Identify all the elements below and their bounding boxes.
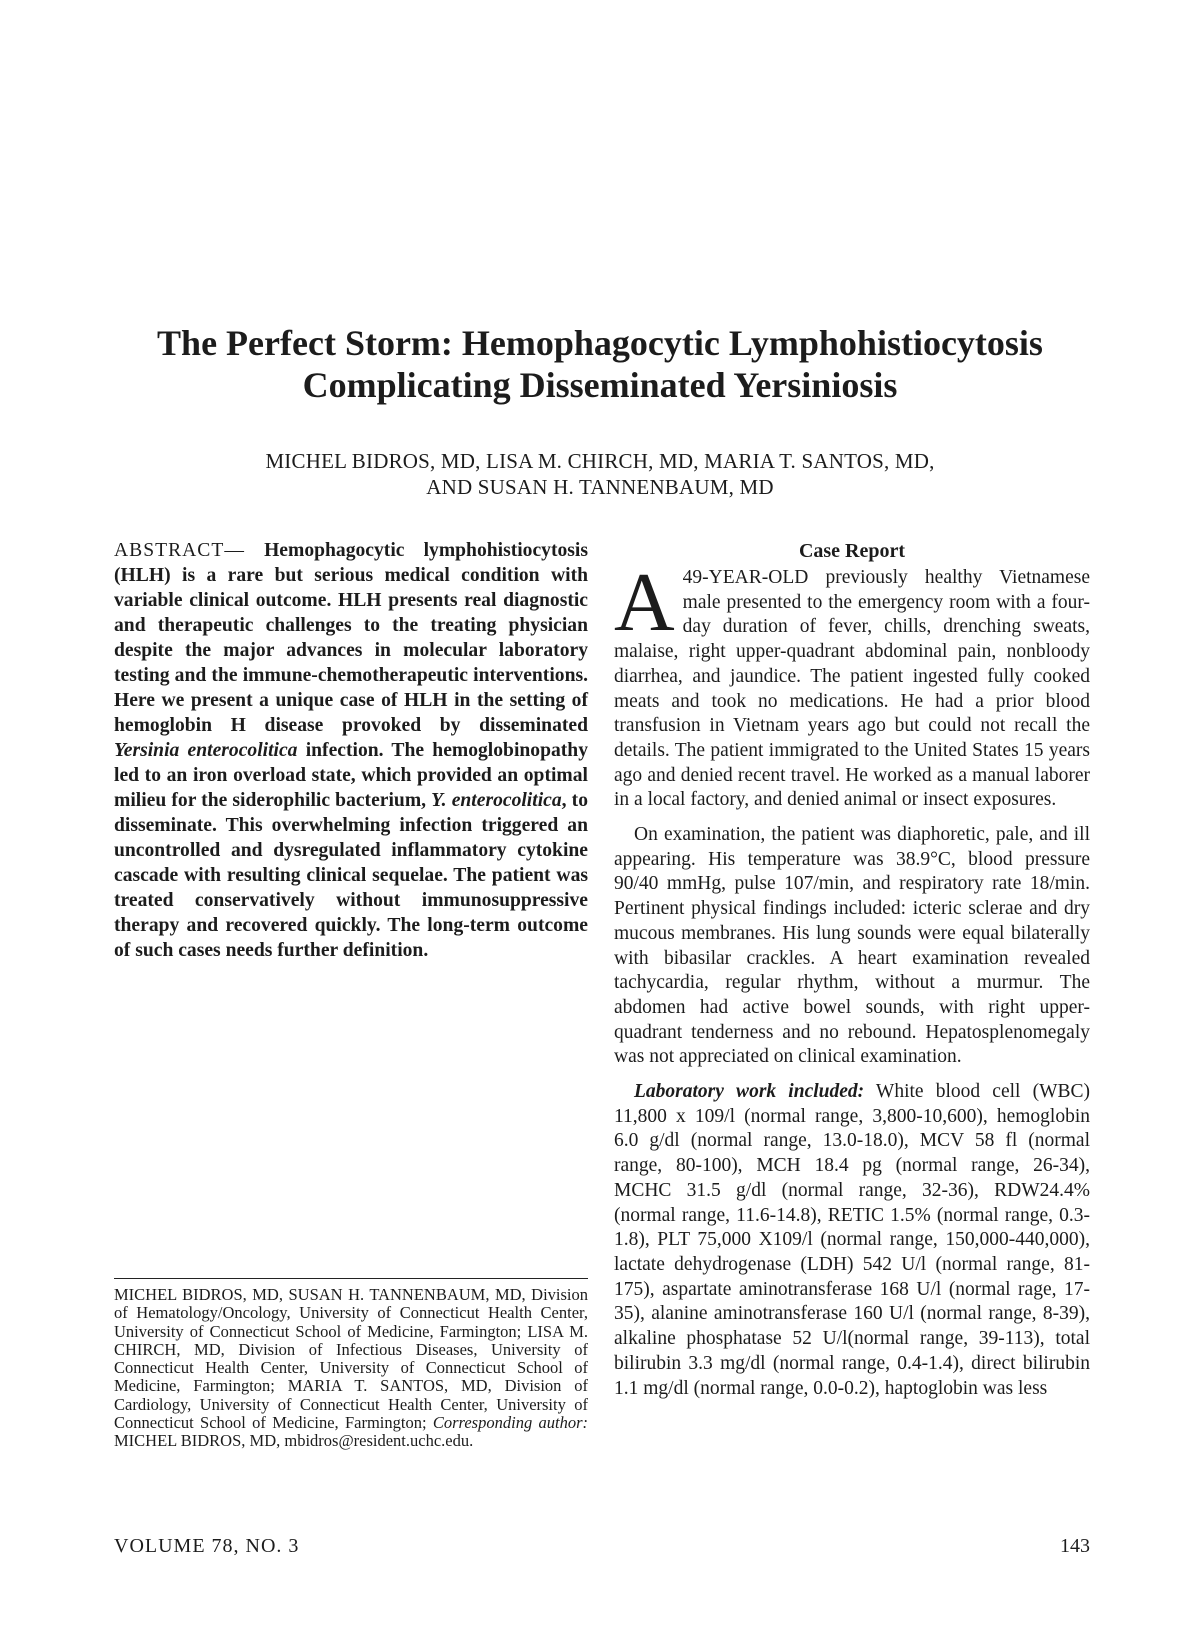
abstract-italic-species-short: Y. enterocolitica [431, 790, 562, 811]
author-list [120, 448, 1080, 500]
case-report-text-1: 49-YEAR-OLD previously healthy Vietnamese male presented to the emergency room with a four-day duration of fever, chills, drenching sweats, malaise, right upper-quadrant abdominal pain, nonbloody diarrhea, and jaundice. The patient ingested fully cooked meats and took no medications. He had a prior blood transfusion in Vietnam years ago but could not recall the details. The patient immigrated to the United States 15 years ago and denied recent travel. He worked as a manual laborer in a local factory, and denied animal or insect exposures. [614, 567, 1090, 811]
volume-footer: VOLUME 78, NO. 3 [114, 1535, 300, 1557]
footnote-affiliations: MICHEL BIDROS, MD, SUSAN H. TANNENBAUM, MD, Division of Hematology/Oncology, University of Connecticut Health Center, University of Connecticut School of Medicine, Farmington; LISA M. CHIRCH, MD, Division of Infectious Diseases, University of Connecticut Health Center, University of Connecticut School of Medicine, Farmington; MARIA T. SANTOS, MD, Division of Cardiology, University of Connecticut Health Center, University of Connecticut School of Medicine, Farmington; [114, 1285, 588, 1433]
abstract [114, 538, 588, 963]
laboratory-label: Laboratory work included: [634, 1081, 865, 1103]
case-report-paragraph-3 [614, 1080, 1090, 1401]
title-line-2: Complicating Disseminated Yersiniosis [302, 365, 898, 405]
authors-line-2: AND SUSAN H. TANNENBAUM, MD [426, 475, 774, 499]
abstract-text-3: , to disseminate. This overwhelming infection triggered an uncontrolled and dysregulated inflammatory cytokine cascade with resulting clinical sequelae. The patient was treated conservatively without immunosuppressive therapy and recovered quickly. The long-term outcome of such cases needs further definition. [114, 790, 588, 961]
drop-cap: A [614, 556, 675, 649]
corresponding-author-label: Corresponding author: [432, 1413, 588, 1433]
authors-line-1: MICHEL BIDROS, MD, LISA M. CHIRCH, MD, MARIA T. SANTOS, MD, [265, 449, 935, 473]
title-line-1: The Perfect Storm: Hemophagocytic Lymphohistiocytosis [157, 323, 1043, 363]
page-number: 143 [1060, 1535, 1090, 1557]
abstract-text-1: Hemophagocytic lymphohistiocytosis (HLH) is a rare but serious medical condition with variable clinical outcome. HLH presents real diagnostic and therapeutic challenges to the treating physician despite the major advances in molecular laboratory testing and the immune-chemotherapeutic interventions. Here we present a unique case of HLH in the setting of hemoglobin H disease provoked by disseminated [114, 540, 588, 736]
case-report-paragraph-2: On examination, the patient was diaphoretic, pale, and ill appearing. His temperature was 38.9°C, blood pressure 90/40 mmHg, pulse 107/min, and respiratory rate 18/min. Pertinent physical findings included: icteric sclerae and dry mucous membranes. His lung sounds were equal bilaterally with bibasilar crackles. A heart examination revealed tachycardia, regular rhythm, without a murmur. The abdomen had active bowel sounds, with right upper-quadrant tenderness and no rebound. Hepatosplenomegaly was not appreciated on clinical examination. [614, 824, 1090, 1068]
corresponding-author-text: MICHEL BIDROS, MD, mbidros@resident.uchc.edu. [114, 1431, 474, 1451]
laboratory-text: White blood cell (WBC) 11,800 x 109/l (normal range, 3,800-10,600), hemoglobin 6.0 g/dl (normal range, 13.0-18.0), MCV 58 fl (normal range, 80-100), MCH 18.4 pg (normal range, 26-34), MCHC 31.5 g/dl (normal range, 32-36), RDW24.4% (normal range, 11.6-14.8), RETIC 1.5% (normal range, 0.3-1.8), PLT 75,000 X109/l (normal range, 150,000-440,000), lactate dehydrogenase (LDH) 542 U/l (normal range, 81-175), aspartate aminotransferase 168 U/l (normal rage, 17-35), alanine aminotransferase 160 U/l (normal range, 8-39), alkaline phosphatase 52 U/l(normal range, 39-113), total bilirubin 3.3 mg/dl (normal range, 0.4-1.4), direct bilirubin 1.1 mg/dl (normal range, 0.0-0.2), haptoglobin was less [614, 1081, 1090, 1399]
author-affiliations-footnote [114, 1286, 588, 1451]
abstract-italic-species: Yersinia enterocolitica [114, 740, 298, 761]
case-report-column [614, 538, 1090, 1411]
case-report-heading: Case Report [798, 540, 906, 562]
abstract-text-2: infection. The hemoglobinopathy led to an iron overload state, which provided an optimal milieu for the siderophilic bacterium, [114, 740, 588, 811]
abstract-label: ABSTRACT— [114, 540, 245, 561]
footnote-divider [114, 1278, 588, 1279]
case-report-paragraph-1 [614, 556, 1090, 813]
article-title [60, 322, 1140, 406]
